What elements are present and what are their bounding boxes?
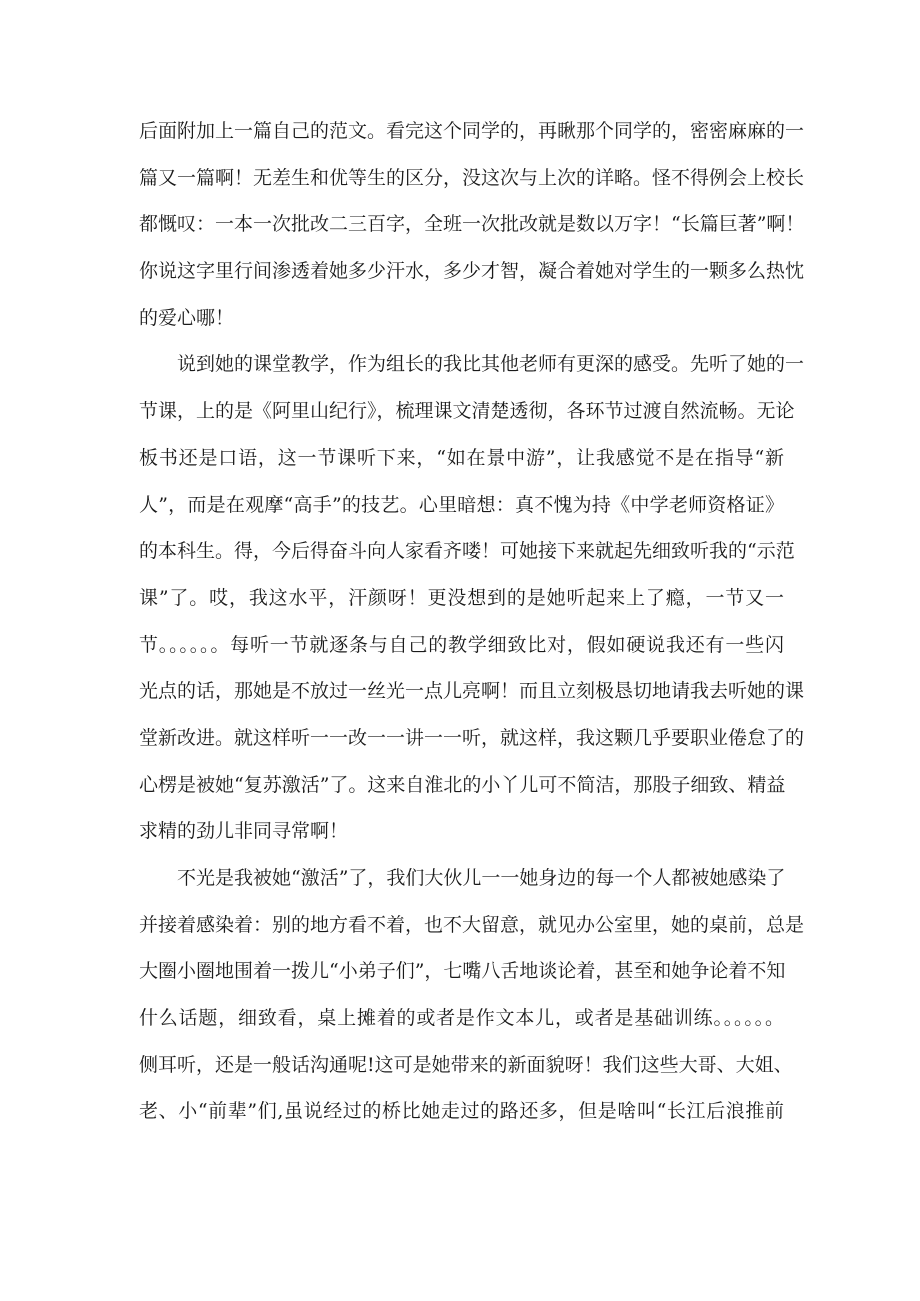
text-line: 光点的话，那她是不放过一丝光一点儿亮啊！而且立刻极恳切地请我去听她的课 [139,680,805,703]
text-line: 板书还是口语，这一节课听下来，“如在景中游”，让我感觉不是在指导“新 [139,446,784,469]
text-line: 课”了。哎，我这水平，汗颜呀！更没想到的是她听起来上了瘾，一节又一 [139,586,784,609]
document-body [139,108,805,1135]
text-line: 都慨叹：一本一次批改二三百字，全班一次批改就是数以万字！“长篇巨著”啊！ [139,213,805,236]
text-line: 的爱心哪！ [139,306,235,329]
text-line: 后面附加上一篇自己的范文。看完这个同学的，再瞅那个同学的，密密麻麻的一 [139,120,805,142]
text-line: 不光是我被她“激活”了，我们大伙儿一一她身边的每一个人都被她感染了 [177,867,786,889]
text-line: 你说这字里行间渗透着她多少汗水，多少才智，凝合着她对学生的一颗多么热忱 [139,260,805,283]
text-line: 说到她的课堂教学，作为组长的我比其他老师有更深的感受。先听了她的一 [177,353,805,376]
text-line: 什么话题，细致看，桌上摊着的或者是作文本儿，或者是基础训练。。。。。。 [139,1007,784,1030]
text-line: 节课，上的是《阿里山纪行》，梳理课文清楚透彻，各环节过渡自然流畅。无论 [139,400,795,423]
paragraph-1 [139,108,805,341]
text-line: 人”，而是在观摩“高手”的技艺。心里暗想：真不愧为持《中学老师资格证》 [139,493,784,516]
text-line: 求精的劲儿非同寻常啊！ [139,820,349,843]
paragraph-2 [139,341,805,855]
text-line: 侧耳听，还是一般话沟通呢!这可是她带来的新面貌呀！我们这些大哥、大姐、 [139,1053,793,1076]
text-line: 堂新改进。就这样听一一改一一讲一一听，就这样，我这颗几乎要职业倦怠了的 [139,726,805,749]
text-line: 大圈小圈地围着一拨儿“小弟子们”，七嘴八舌地谈论着，甚至和她争论着不知 [139,960,786,983]
paragraph-3 [139,855,805,1135]
text-line: 心楞是被她“复苏激活”了。这来自淮北的小丫儿可不简洁，那股子细致、精益 [139,773,786,796]
text-line: 的本科生。得，今后得奋斗向人家看齐喽！可她接下来就起先细致听我的“示范 [139,540,795,563]
text-line: 节。。。。。。每听一节就逐条与自己的教学细致比对，假如硬说我还有一些闪 [139,633,784,656]
text-line: 篇又一篇啊！无差生和优等生的区分，没这次与上次的详略。怪不得例会上校长 [139,166,805,189]
text-line: 并接着感染着：别的地方看不着，也不大留意，就见办公室里，她的桌前，总是 [139,913,805,936]
text-line: 老、小“前辈”们,虽说经过的桥比她走过的路还多，但是啥叫“长江后浪推前 [139,1100,784,1123]
